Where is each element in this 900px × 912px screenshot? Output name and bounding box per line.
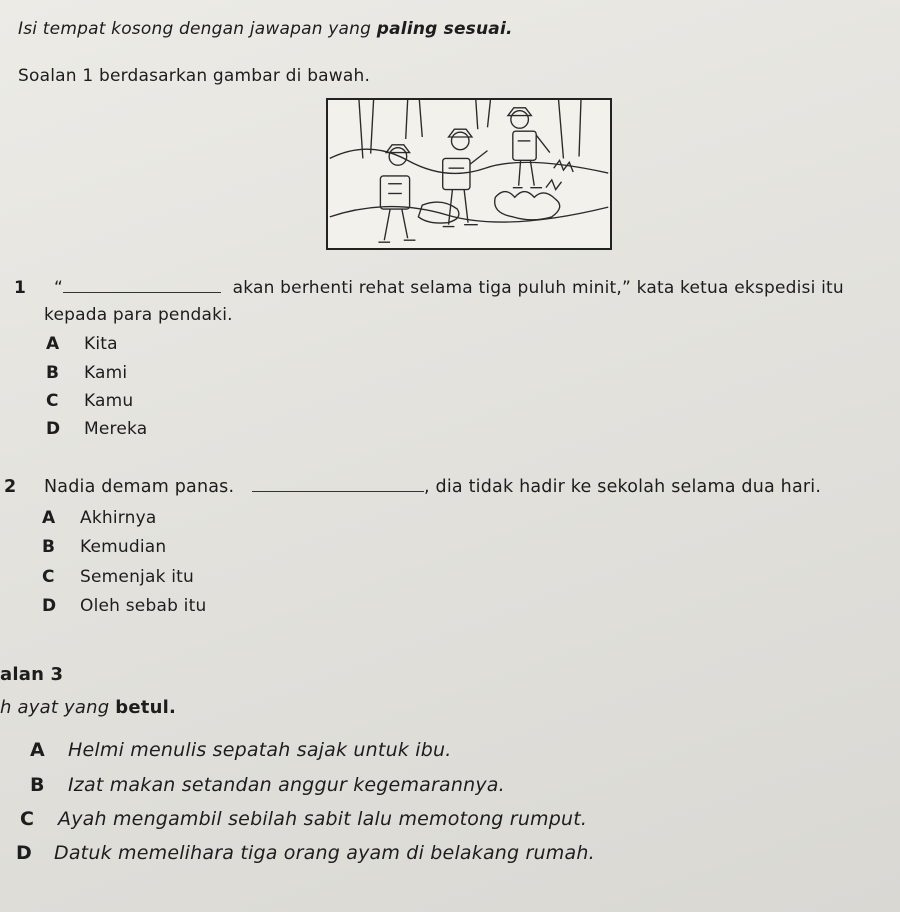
s3-option-b[interactable] <box>30 774 505 796</box>
option-text: Kami <box>84 363 128 383</box>
option-text: Mereka <box>84 419 148 439</box>
option-text: Helmi menulis sepatah sajak untuk ibu. <box>68 739 452 761</box>
q1-option-b[interactable] <box>46 363 127 383</box>
option-letter: D <box>46 419 61 439</box>
q1-blank <box>63 292 221 293</box>
option-letter: D <box>16 842 32 864</box>
section3-instruction-text: h ayat yang <box>0 697 110 718</box>
option-letter: C <box>42 567 55 587</box>
q2-blank <box>252 491 424 492</box>
option-text: Kemudian <box>80 537 167 557</box>
q2-option-c[interactable] <box>42 567 194 587</box>
option-text: Kita <box>84 334 118 354</box>
q2-text-after: , dia tidak hadir ke sekolah selama dua hari. <box>424 477 822 497</box>
option-text: Ayah mengambil sebilah sabit lalu memotong rumput. <box>58 808 588 830</box>
option-letter: C <box>20 808 35 830</box>
option-text: Oleh sebab itu <box>80 596 207 616</box>
section3-title: alan 3 <box>0 664 64 685</box>
option-letter: D <box>42 596 57 616</box>
q1-line2: kepada para pendaki. <box>44 305 233 325</box>
q1-line1 <box>14 278 844 298</box>
option-letter: B <box>42 537 56 557</box>
s3-option-c[interactable] <box>20 808 587 830</box>
q1-text: akan berhenti rehat selama tiga puluh minit,” kata ketua ekspedisi itu <box>232 278 844 298</box>
option-letter: A <box>46 334 60 354</box>
q1-open-quote: “ <box>54 278 64 298</box>
section1-title: Soalan 1 berdasarkan gambar di bawah. <box>18 66 371 86</box>
s3-option-d[interactable] <box>16 842 595 864</box>
instruction-text: Isi tempat kosong dengan jawapan yang <box>18 19 372 39</box>
option-letter: B <box>30 774 45 796</box>
option-text: Akhirnya <box>80 508 157 528</box>
q1-option-c[interactable] <box>46 391 133 411</box>
option-text: Datuk memelihara tiga orang ayam di belakang rumah. <box>54 842 595 864</box>
section3-instruction <box>0 697 176 718</box>
option-text: Kamu <box>84 391 134 411</box>
q2-option-d[interactable] <box>42 596 206 616</box>
s3-option-a[interactable] <box>30 739 451 761</box>
hikers-illustration <box>326 98 612 250</box>
q2-text-before: Nadia demam panas. <box>44 477 235 497</box>
instruction-line <box>18 19 513 39</box>
q1-option-a[interactable] <box>46 334 118 354</box>
q1-option-d[interactable] <box>46 419 147 439</box>
q2-line <box>4 477 821 497</box>
q2-option-a[interactable] <box>42 508 157 528</box>
option-letter: B <box>46 363 60 383</box>
option-text: Semenjak itu <box>80 567 194 587</box>
q1-number: 1 <box>14 278 27 298</box>
option-letter: C <box>46 391 59 411</box>
option-text: Izat makan setandan anggur kegemarannya. <box>68 774 505 796</box>
instruction-bold: paling sesuai. <box>376 19 513 39</box>
q2-number: 2 <box>4 477 17 497</box>
hikers-drawing <box>328 100 610 248</box>
q2-option-b[interactable] <box>42 537 166 557</box>
option-letter: A <box>42 508 56 528</box>
option-letter: A <box>30 739 45 761</box>
section3-instruction-bold: betul. <box>115 697 176 718</box>
